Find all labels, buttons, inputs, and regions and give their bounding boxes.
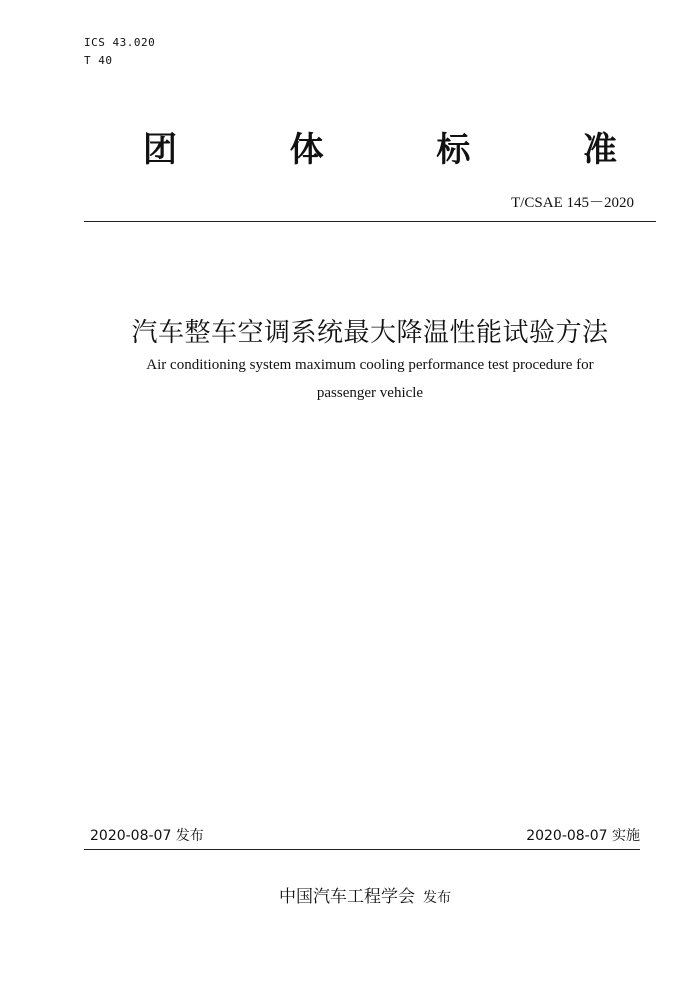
publisher-action: 发布 [423,890,451,906]
standard-type-char: 体 [289,130,324,170]
standard-type-char: 团 [143,130,177,170]
document-title-chinese: 汽车整车空调系统最大降温性能试验方法 [131,318,609,348]
standard-type-char: 标 [436,130,471,170]
document-title-english-line1: Air conditioning system maximum cooling performance test procedure for [146,357,594,373]
publisher-line [0,882,700,907]
issue-date: 2020-08-07 发布 [90,828,204,844]
header-divider [84,221,656,222]
implementation-date: 2020-08-07 实施 [526,828,640,844]
standard-number: T/CSAE 145－2020 [511,195,634,211]
standard-type-char: 准 [582,130,617,170]
ccs-code: T 40 [84,54,113,67]
document-title-english-line2: passenger vehicle [316,385,424,401]
footer-divider [84,849,640,850]
standard-type-heading [120,128,640,172]
ics-code: ICS 43.020 [84,36,156,49]
publisher-name: 中国汽车工程学会 [279,887,415,907]
